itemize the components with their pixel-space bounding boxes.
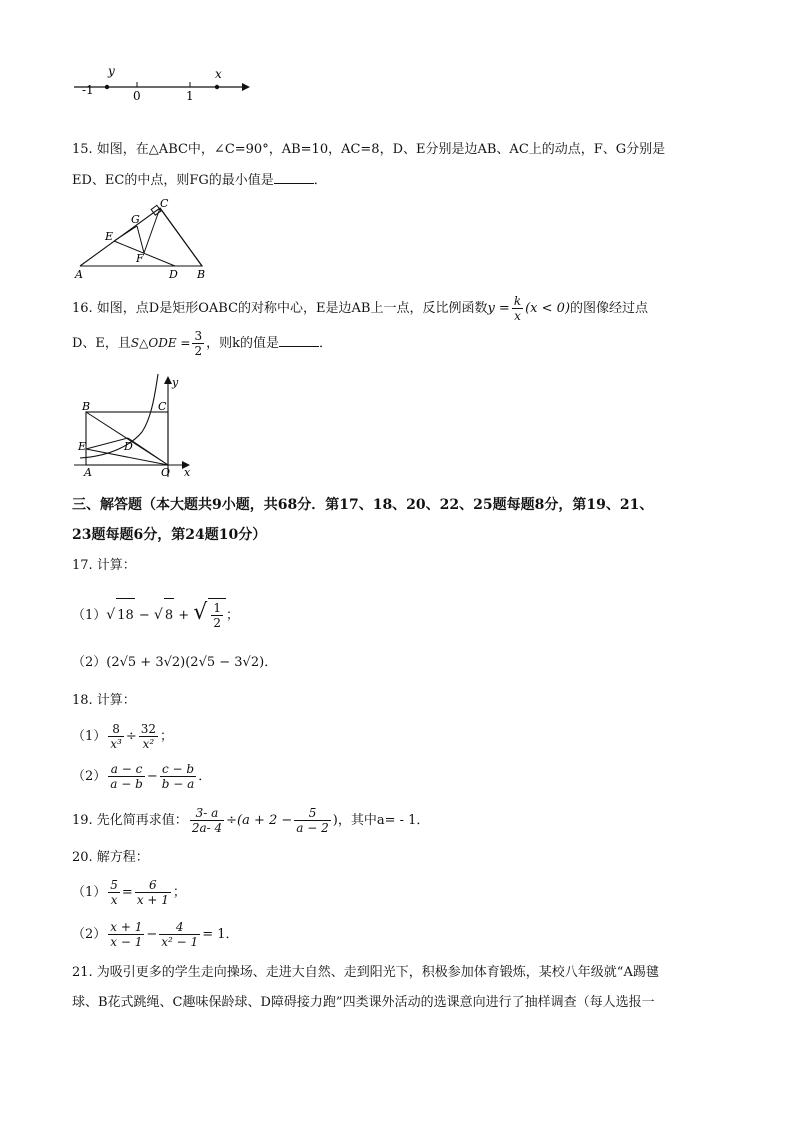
- q18-p1-n2: 32: [140, 722, 157, 736]
- q15-triangle-figure: [70, 198, 220, 280]
- q16-func-num: k: [513, 294, 522, 308]
- q20-p2-d1: x − 1: [110, 935, 143, 949]
- q19-close: ): [332, 813, 338, 828]
- q16-area-label: S△ODE =: [130, 336, 191, 350]
- q15-label-A: A: [75, 268, 83, 280]
- q17-p2-label: （2）: [72, 655, 107, 670]
- q16-label-y: y: [172, 376, 179, 389]
- q15-line2: [72, 171, 327, 190]
- q16-line2: [72, 326, 332, 361]
- q18-p2-label: （2）: [72, 769, 107, 784]
- q18-p2-frac1: [108, 762, 145, 791]
- q20-part2: [72, 918, 239, 952]
- q18-p2-n1: a − c: [108, 762, 145, 777]
- q16-label-C: C: [158, 400, 167, 413]
- q16-func-lhs: y =: [487, 301, 510, 316]
- q17-part2: [72, 654, 277, 672]
- q20-p1-label: （1）: [72, 885, 107, 900]
- q18-title: 18. 计算：: [72, 693, 136, 708]
- number-line-label-1: 1: [186, 89, 194, 103]
- q18-p1-end: ；: [160, 729, 174, 744]
- number-line-label-0: 0: [133, 89, 141, 103]
- q17-p1-den: 2: [213, 616, 221, 630]
- q16-area-den: 2: [194, 344, 203, 358]
- q20-p2-n2: 4: [159, 920, 200, 935]
- q17-p1-radicand-b: 8: [164, 598, 174, 633]
- q20-p2-rhs: = 1: [202, 927, 226, 942]
- q15-label-F: F: [136, 252, 144, 265]
- section3-heading-line1: 三、解答题（本大题共9小题，共68分．第17、18、20、22、25题每题8分，第19、21、: [72, 497, 654, 513]
- q18-p2-d2: b − a: [161, 777, 195, 791]
- q19-d1: 2a- 4: [191, 821, 223, 835]
- q20-title: 20. 解方程：: [72, 850, 149, 865]
- q17-p1-label: （1）: [72, 608, 107, 623]
- q20-p1-n2: 6: [135, 878, 171, 893]
- q16-func-cond: (x < 0): [525, 301, 571, 316]
- q18-p2-d1: a − b: [110, 777, 143, 791]
- q18-p2-frac2: [160, 762, 197, 791]
- q18-p1-frac2: [139, 722, 158, 751]
- q20-p1-d2: x + 1: [136, 893, 169, 907]
- q15-label-G: G: [131, 213, 140, 226]
- q15-line1: 15. 如图，在△ABC中，∠C=90°，AB=10，AC=8，D、E分别是边AB、AC上的动点，F、G分别是: [72, 142, 666, 157]
- q18-p1-d2: x²: [142, 737, 155, 751]
- q20-p2-d2: x² − 1: [161, 935, 199, 949]
- q19-mid: ÷(a + 2 −: [226, 813, 293, 828]
- q16-label-O: O: [161, 466, 171, 479]
- q16-line1: [72, 292, 648, 326]
- q20-p1-n1: 5: [110, 878, 118, 892]
- q16-func-frac: [512, 294, 523, 323]
- q19-frac1: [190, 806, 224, 835]
- q18-p2-end: ．: [198, 769, 212, 784]
- number-line-point-x: x: [215, 67, 222, 81]
- q18-p1-d1: x³: [110, 737, 122, 751]
- q20-p2-n1: x + 1: [110, 920, 143, 934]
- number-line-label-neg1: -1: [82, 83, 94, 97]
- q18-part2: [72, 760, 211, 794]
- q21-line2: 球、B花式跳绳、C趣味保龄球、D障碍接力跑”四类课外活动的选课意向进行了抽样调查（每人选报一: [72, 995, 655, 1010]
- q20-p1-frac1: [108, 878, 120, 907]
- q18-p1-label: （1）: [72, 729, 107, 744]
- q15-label-E: E: [105, 230, 114, 243]
- q16-line2-text: D、E，且: [72, 336, 131, 351]
- q16-hyperbola-figure: [72, 372, 197, 480]
- q20-p2-frac2: [159, 920, 200, 949]
- q16-line1-end: 的图像经过点: [570, 301, 649, 316]
- q20-p2-op: −: [146, 927, 158, 942]
- q20-p2-label: （2）: [72, 927, 107, 942]
- q16-label-D: D: [124, 440, 133, 453]
- q17-p1-frac: [211, 601, 223, 630]
- section3-heading-line2: 23题每题6分，第24题10分）: [72, 527, 267, 543]
- q16-label-A: A: [84, 466, 92, 479]
- q15-label-C: C: [160, 198, 169, 210]
- q18-p2-n2: c − b: [160, 762, 197, 777]
- q21-line1: 21. 为吸引更多的学生走向操场、走进大自然、走到阳光下，积极参加体育锻炼，某校八年级就“A踢毽: [72, 965, 659, 980]
- q20-p1-op: =: [121, 885, 133, 900]
- q18-p1-n1: 8: [108, 722, 124, 737]
- q15-end: ．: [313, 173, 327, 188]
- q17-p1-radicand-a: 18: [116, 598, 135, 633]
- q16-line2-mid: ，则k的值是: [206, 336, 279, 351]
- q16-label-E: E: [78, 440, 87, 453]
- q15-line2-text: ED、EC的中点，则FG的最小值是: [72, 173, 274, 188]
- q15-answer-blank: [274, 171, 314, 184]
- q19-prefix: 19. 先化简再求值：: [72, 813, 188, 828]
- q17-title: 17. 计算：: [72, 558, 136, 573]
- q19-n2: 5: [294, 806, 330, 821]
- q17-p2-expr: (2√5 + 3√2)(2√5 − 3√2): [106, 655, 265, 670]
- q19-suffix: ，其中a= - 1．: [337, 813, 430, 828]
- q16-label-x: x: [184, 466, 191, 479]
- q16-area-frac: [192, 329, 204, 358]
- q16-answer-blank: [279, 334, 319, 347]
- q18-p1-op: ÷: [125, 729, 137, 744]
- q20-p1-d1: x: [110, 893, 118, 907]
- q15-label-B: B: [197, 268, 206, 280]
- q17-p1-end: ；: [225, 608, 239, 623]
- q20-p2-frac1: [108, 920, 144, 949]
- q18-p2-op: −: [146, 769, 158, 784]
- q17-part1: （1）√ 18 − √ 8 + √ $\frac{1}{2}$ ；: [72, 596, 239, 633]
- number-line-point-y: y: [108, 64, 115, 78]
- q17-p1-num: 1: [213, 601, 221, 615]
- q16-end: ．: [319, 336, 333, 351]
- q16-func-den: x: [514, 309, 521, 323]
- q19-frac2: [294, 806, 330, 835]
- q16-line1-text: 16. 如图，点D是矩形OABC的对称中心，E是边AB上一点，反比例函数: [72, 301, 488, 316]
- q18-p1-frac1: [108, 722, 124, 751]
- q18-part1: [72, 720, 173, 754]
- q20-p1-frac2: [135, 878, 171, 907]
- q19-line: [72, 804, 429, 838]
- q17-p2-end: ．: [264, 655, 278, 670]
- q16-area-num: 3: [194, 329, 203, 343]
- q20-p1-end: ；: [172, 885, 186, 900]
- q15-label-D: D: [169, 268, 178, 280]
- q19-d2: a − 2: [296, 821, 329, 835]
- q20-part1: [72, 876, 186, 910]
- q20-p2-end: ．: [225, 927, 239, 942]
- q19-n1: 3- a: [190, 806, 224, 821]
- number-line-figure: [70, 62, 260, 106]
- q16-label-B: B: [82, 400, 91, 413]
